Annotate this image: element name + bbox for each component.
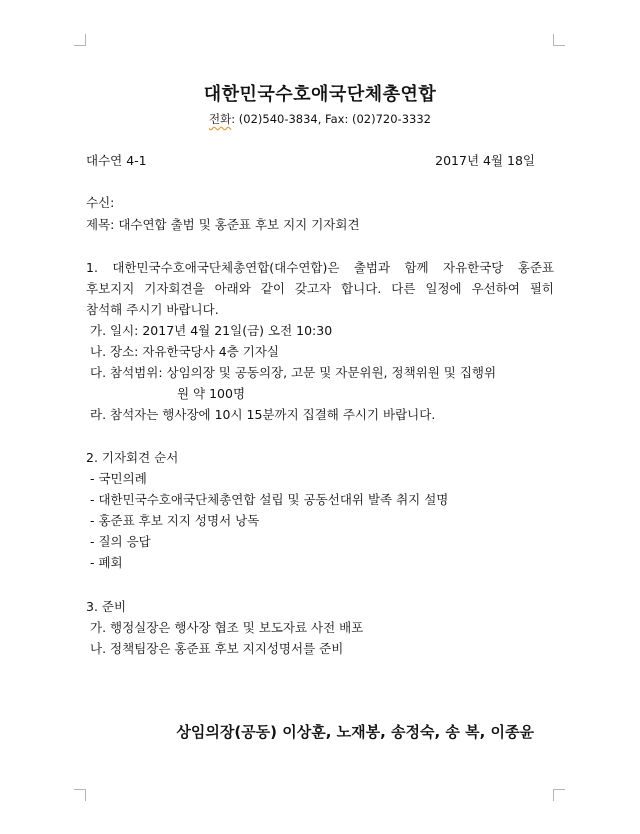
- section2-item: - 질의 응답: [90, 534, 151, 549]
- section1-paragraph-line1: 1. 대한민국수호애국단체총연합(대수연합)은 출범과 함께 자유한국당 홍준표: [86, 260, 554, 275]
- section3-item-press-release: 가. 행정실장은 행사장 협조 및 보도자료 사전 배포: [90, 620, 364, 635]
- section2-item: - 대한민국수호애국단체총연합 설립 및 공동선대위 발족 취지 설명: [90, 492, 449, 507]
- crop-mark-top-left: [74, 34, 86, 46]
- section1-paragraph-line2: 후보지지 기자회견을 아래와 같이 갖고자 합니다. 다른 일정에 우선하여 필히: [86, 281, 554, 296]
- section1-item-place: 나. 장소: 자유한국당사 4층 기자실: [90, 344, 280, 359]
- organization-title: 대한민국수호애국단체총연합: [203, 84, 437, 105]
- document-number: 대수연 4-1: [86, 153, 147, 168]
- crop-mark-top-right: [553, 34, 565, 46]
- section3-heading: 3. 준비: [86, 599, 127, 614]
- section1-item-attendees-cont: 원 약 100명: [177, 386, 246, 401]
- section2-item: - 홍준표 후보 지지 성명서 낭독: [90, 513, 260, 528]
- contact-numbers: : (02)540-3834, Fax: (02)720-3332: [231, 112, 431, 126]
- signature-line: 상임의장(공동) 이상훈, 노재봉, 송정숙, 송 복, 이종윤: [176, 723, 534, 741]
- section2-item: - 국민의례: [90, 471, 147, 486]
- recipient-line: 수신:: [86, 195, 115, 210]
- section1-item-attendees: 다. 참석범위: 상임의장 및 공동의장, 고문 및 자문위원, 정책위원 및 집행위: [90, 365, 497, 380]
- section3-item-statement: 나. 정책팀장은 홍준표 후보 지지성명서를 준비: [90, 641, 344, 656]
- section1-item-assembly: 라. 참석자는 행사장에 10시 15분까지 집결해 주시기 바랍니다.: [90, 407, 436, 422]
- section2-item: - 폐회: [90, 555, 123, 570]
- section2-heading: 2. 기자회견 순서: [86, 450, 179, 465]
- document-date: 2017년 4월 18일: [435, 153, 535, 168]
- crop-mark-bottom-right: [553, 789, 565, 801]
- contact-label: 전화: [209, 112, 232, 126]
- contact-info: [85, 111, 555, 127]
- subject-line: 제목: 대수연합 출범 및 홍준표 후보 지지 기자회견: [86, 217, 360, 232]
- section1-paragraph-line3: 참석해 주시기 바랍니다.: [86, 302, 219, 317]
- crop-mark-bottom-left: [74, 789, 86, 801]
- section1-item-time: 가. 일시: 2017년 4월 21일(금) 오전 10:30: [90, 323, 333, 338]
